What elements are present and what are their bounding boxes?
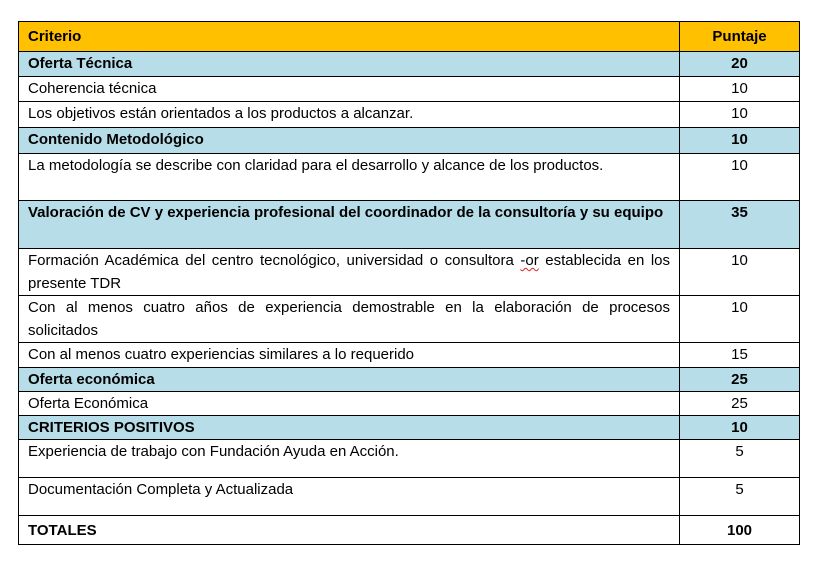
totals-value: 100 (680, 516, 800, 545)
puntaje-cell: 20 (680, 52, 800, 77)
evaluation-criteria-table (18, 21, 800, 545)
criterio-cell (19, 249, 680, 296)
criterio-cell: Oferta económica (19, 368, 680, 392)
table-row (19, 77, 800, 102)
section-row (19, 128, 800, 154)
section-row (19, 416, 800, 440)
criterio-cell: Los objetivos están orientados a los productos a alcanzar. (19, 102, 680, 128)
table-row (19, 296, 800, 343)
puntaje-cell: 25 (680, 368, 800, 392)
puntaje-cell: 10 (680, 77, 800, 102)
criterio-cell: Con al menos cuatro experiencias similares a lo requerido (19, 343, 680, 368)
puntaje-cell: 10 (680, 102, 800, 128)
puntaje-cell: 10 (680, 154, 800, 201)
criterio-cell: Oferta Económica (19, 392, 680, 416)
table-row (19, 154, 800, 201)
criterio-cell: Oferta Técnica (19, 52, 680, 77)
header-criterio: Criterio (19, 22, 680, 52)
section-row (19, 368, 800, 392)
criterio-cell: Contenido Metodológico (19, 128, 680, 154)
criterio-cell: Experiencia de trabajo con Fundación Ayuda en Acción. (19, 440, 680, 478)
puntaje-cell: 25 (680, 392, 800, 416)
table-header-row (19, 22, 800, 52)
criterio-cell: La metodología se describe con claridad para el desarrollo y alcance de los productos. (19, 154, 680, 201)
puntaje-cell: 5 (680, 440, 800, 478)
table-row (19, 249, 800, 296)
totals-row (19, 516, 800, 545)
criterio-text-end: establecida en los presente TDR (28, 252, 671, 292)
criterio-cell: Documentación Completa y Actualizada (19, 478, 680, 516)
table-row (19, 392, 800, 416)
totals-label: TOTALES (19, 516, 680, 545)
puntaje-cell: 35 (680, 201, 800, 249)
puntaje-cell: 10 (680, 416, 800, 440)
criterio-cell: Valoración de CV y experiencia profesional del coordinador de la consultoría y su equipo (19, 201, 680, 249)
table-row (19, 478, 800, 516)
puntaje-cell: 5 (680, 478, 800, 516)
puntaje-cell: 15 (680, 343, 800, 368)
header-puntaje: Puntaje (680, 22, 800, 52)
table-row (19, 343, 800, 368)
puntaje-cell: 10 (680, 296, 800, 343)
spelling-flag: -or (520, 252, 539, 269)
puntaje-cell: 10 (680, 249, 800, 296)
criterio-cell: Con al menos cuatro años de experiencia demostrable en la elaboración de procesos solicitados (19, 296, 680, 343)
criterio-cell: Coherencia técnica (19, 77, 680, 102)
section-row (19, 201, 800, 249)
puntaje-cell: 10 (680, 128, 800, 154)
table-row (19, 440, 800, 478)
criterio-text-start: Formación Académica del centro tecnológico, universidad o consultora (28, 252, 521, 269)
section-row (19, 52, 800, 77)
table-row (19, 102, 800, 128)
criterio-cell: CRITERIOS POSITIVOS (19, 416, 680, 440)
